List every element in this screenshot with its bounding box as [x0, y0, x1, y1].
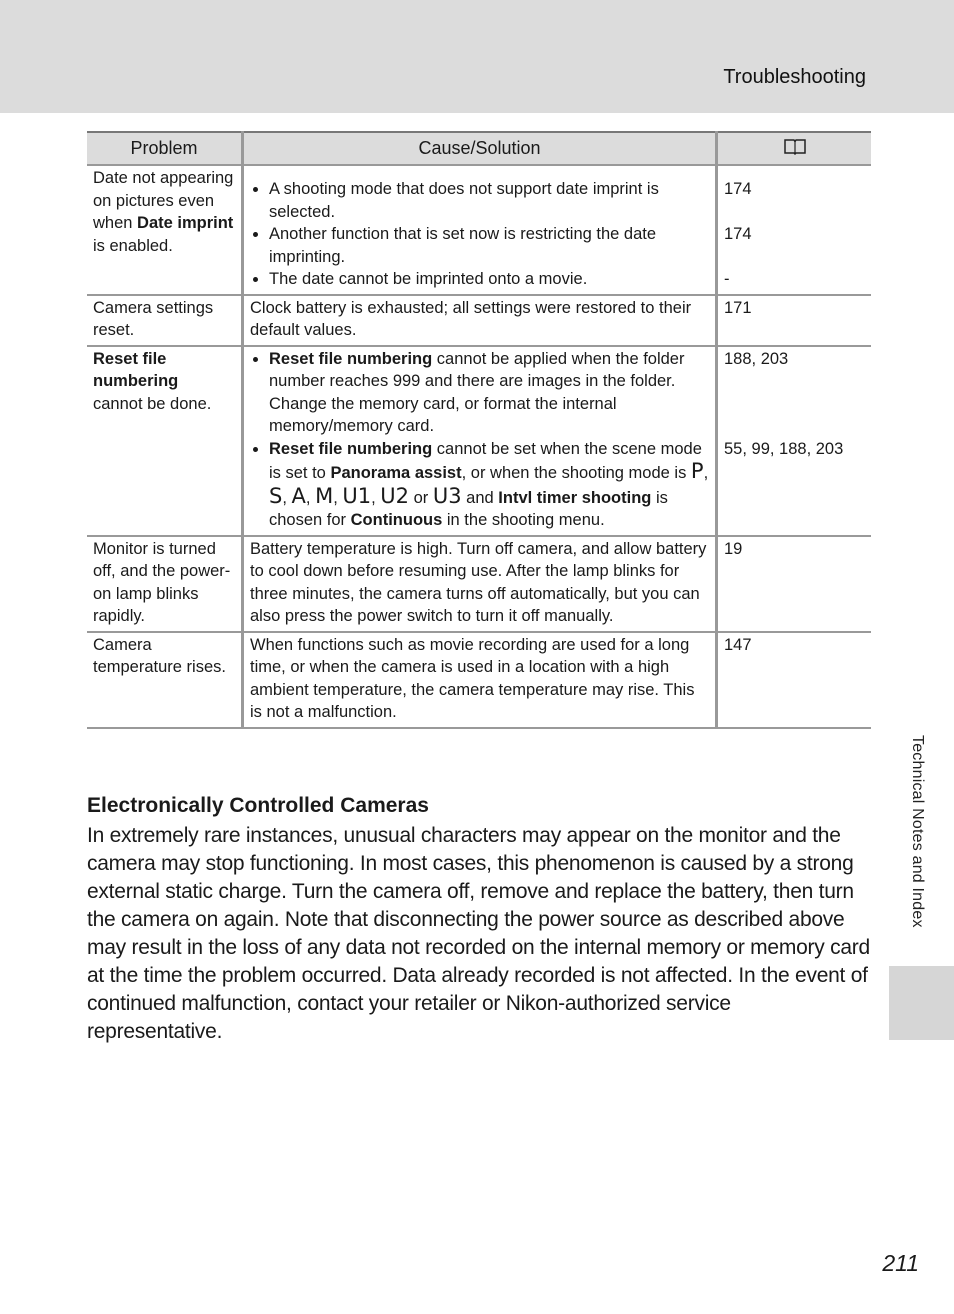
column-header-cause-solution: Cause/Solution [243, 132, 717, 165]
page-reference: 174 [724, 180, 752, 198]
cause-text: in the shooting menu. [442, 511, 605, 529]
solution-cell: When functions such as movie recording are used for a long time, or when the camera is used in a location with a high ambient temperature, the camera temperature may rise. This is not a malfunction. [243, 632, 717, 728]
cause-item: • Reset file numbering cannot be set when the scene mode is set to Panorama assist, or when the shooting mode is P, S, A, M, U1, U2 or U3 and Intvl timer shooting is chosen for Continuous in the shooting menu. [269, 438, 710, 532]
problem-text: cannot be done. [93, 394, 212, 413]
mode-u2-icon: U2 [380, 483, 409, 508]
problem-text-end: is enabled. [93, 236, 173, 255]
table-header-row [87, 132, 871, 165]
cause-item [269, 348, 710, 438]
cause-text: cannot be set when the scene mode is set to [269, 439, 702, 482]
setting-value: Continuous [350, 511, 443, 529]
mode-a-icon: A [291, 483, 306, 508]
solution-cell: Clock battery is exhausted; all settings were restored to their default values. [243, 295, 717, 346]
cause-item: • The date cannot be imprinted onto a movie. [269, 268, 710, 291]
cause-item: • Another function that is set now is restricting the date imprinting. [269, 223, 710, 268]
table-row [87, 536, 871, 632]
setting-name: Reset file numbering [269, 439, 433, 458]
cause-list [250, 348, 710, 532]
mode-u1-icon: U1 [342, 483, 372, 508]
problem-text: Date not appearing on pictures even when [93, 169, 234, 232]
problem-cell: Camera settings reset. [87, 295, 243, 346]
mode-p-icon: P [690, 459, 704, 483]
cause-text: and [461, 488, 499, 507]
side-tab-label: Technical Notes and Index [909, 735, 926, 928]
section-heading: Electronically Controlled Cameras [87, 794, 429, 817]
reference-cell: 147 [717, 632, 872, 728]
cause-text: is chosen for [269, 488, 668, 529]
section-body-text: In extremely rare instances, unusual characters may appear on the monitor and the camera may stop functioning. In most cases, this phenomenon is caused by a strong external static charge. Turn the camera off, remove and replace the battery, then turn the camera on again. Note that disconnecting the power source as described above may result in the loss of any data not recorded on the internal memory or memory card at the time the problem occurred. Data already recorded is not affected. In the event of continued malfunction, contact your retailer or Nikon-authorized service representative. [87, 824, 870, 1043]
scene-mode-name: Panorama assist [330, 464, 462, 482]
page-reference: 188, 203 [724, 349, 789, 368]
reference-cell [717, 165, 872, 295]
problem-cell [87, 346, 243, 536]
header-band [0, 0, 954, 113]
page-reference: 174 [724, 225, 752, 243]
setting-name: Reset file numbering [269, 349, 433, 368]
table-row [87, 165, 871, 295]
troubleshooting-table [87, 131, 871, 729]
cause-list [250, 178, 710, 291]
column-header-reference [717, 132, 872, 165]
setting-name: Intvl timer shooting [498, 488, 652, 507]
side-tab-marker [889, 966, 954, 1040]
cause-text: cannot be applied when the folder number reaches 999 and there are images in the folder. Change the memory card, or format the internal memory/memory card. [269, 349, 685, 435]
page-header-title: Troubleshooting [723, 66, 866, 88]
problem-cell [87, 165, 243, 295]
page-reference: - [724, 270, 730, 288]
column-header-problem: Problem [87, 132, 243, 165]
solution-cell [243, 346, 717, 536]
solution-cell: Battery temperature is high. Turn off camera, and allow battery to cool down before resuming use. After the lamp blinks for three minutes, the camera turns off automatically, but you can also press the power switch to turn it off manually. [243, 536, 717, 632]
cause-text: or [409, 488, 433, 507]
reference-cell: 19 [717, 536, 872, 632]
table-row [87, 346, 871, 536]
mode-m-icon: M [315, 483, 334, 508]
solution-cell [243, 165, 717, 295]
problem-cell: Monitor is turned off, and the power-on lamp blinks rapidly. [87, 536, 243, 632]
mode-s-icon: S [269, 483, 283, 508]
page-reference: 55, 99, 188, 203 [724, 439, 844, 458]
problem-setting-name: Date imprint [137, 214, 234, 232]
problem-cell: Camera temperature rises. [87, 632, 243, 728]
reference-cell: 171 [717, 295, 872, 346]
page-number: 211 [882, 1250, 919, 1276]
problem-setting-name: Reset file numbering [93, 349, 179, 390]
table-row [87, 295, 871, 346]
mode-u3-icon: U3 [432, 483, 462, 508]
book-reference-icon [783, 137, 807, 161]
cause-item: • A shooting mode that does not support date imprint is selected. [269, 178, 710, 223]
reference-cell [717, 346, 872, 536]
table-row [87, 632, 871, 728]
cause-text: , or when the shooting mode is [461, 464, 691, 482]
